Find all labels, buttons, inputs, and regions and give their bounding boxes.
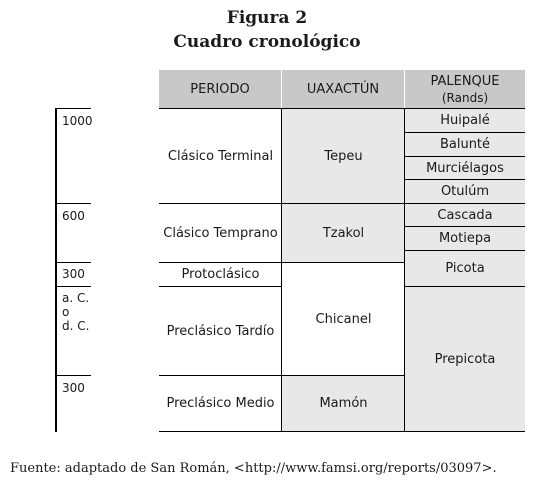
- scale-label-300: 300: [62, 267, 85, 281]
- timeline-tick: [55, 203, 91, 204]
- header-palenque-sub: (Rands): [441, 90, 489, 105]
- palenque-otulum: Otulúm: [440, 184, 490, 199]
- palenque-huipale: Huipalé: [440, 113, 490, 128]
- scale-label-ac: a. C.: [62, 291, 90, 305]
- period-clasico-terminal: Clásico Terminal: [167, 148, 274, 164]
- scale-label-o: o: [62, 305, 70, 319]
- period-preclasico-tardio: Preclásico Tardío: [166, 323, 275, 339]
- uaxactun-mamon: Mamón: [319, 396, 368, 411]
- timeline-tick: [55, 286, 91, 287]
- scale-label-300-bc: 300: [62, 381, 85, 395]
- palenque-murcielagos: Murciélagos: [426, 160, 504, 176]
- figure-number: Figura 2: [226, 8, 308, 28]
- palenque-cascada: Cascada: [437, 207, 493, 223]
- uaxactun-tepeu: Tepeu: [324, 148, 363, 164]
- source-link[interactable]: http://www.famsi.org/reports/03097: [244, 461, 482, 476]
- scale-label-1000: 1000: [62, 114, 93, 128]
- palenque-motiepa: Motiepa: [438, 231, 492, 246]
- palenque-prepicota: Prepicota: [434, 351, 496, 367]
- period-clasico-temprano: Clásico Temprano: [163, 225, 278, 241]
- timeline-tick: [55, 375, 91, 376]
- uaxactun-chicanel: Chicanel: [315, 311, 372, 327]
- palenque-picota: Picota: [445, 261, 485, 276]
- timeline-axis: [55, 108, 57, 432]
- figure-caption: Cuadro cronológico: [173, 32, 361, 52]
- source-prefix: Fuente: adaptado de San Román, <: [10, 461, 245, 476]
- scale-label-600: 600: [62, 209, 85, 223]
- timeline-tick: [55, 108, 91, 109]
- source-note: [10, 461, 497, 476]
- header-palenque-label: PALENQUE: [430, 73, 500, 89]
- header-palenque: [405, 70, 525, 109]
- scale-label-dc: d. C.: [62, 319, 90, 333]
- palenque-balunte: Balunté: [439, 137, 491, 152]
- uaxactun-tzakol: Tzakol: [322, 225, 365, 241]
- source-suffix: >.: [481, 461, 497, 476]
- header-uaxactun: UAXACTÚN: [282, 70, 405, 109]
- period-preclasico-medio: Preclásico Medio: [166, 396, 275, 411]
- timeline-tick: [55, 262, 91, 263]
- period-protoclasico: Protoclásico: [181, 267, 260, 282]
- header-periodo: PERIODO: [159, 70, 282, 109]
